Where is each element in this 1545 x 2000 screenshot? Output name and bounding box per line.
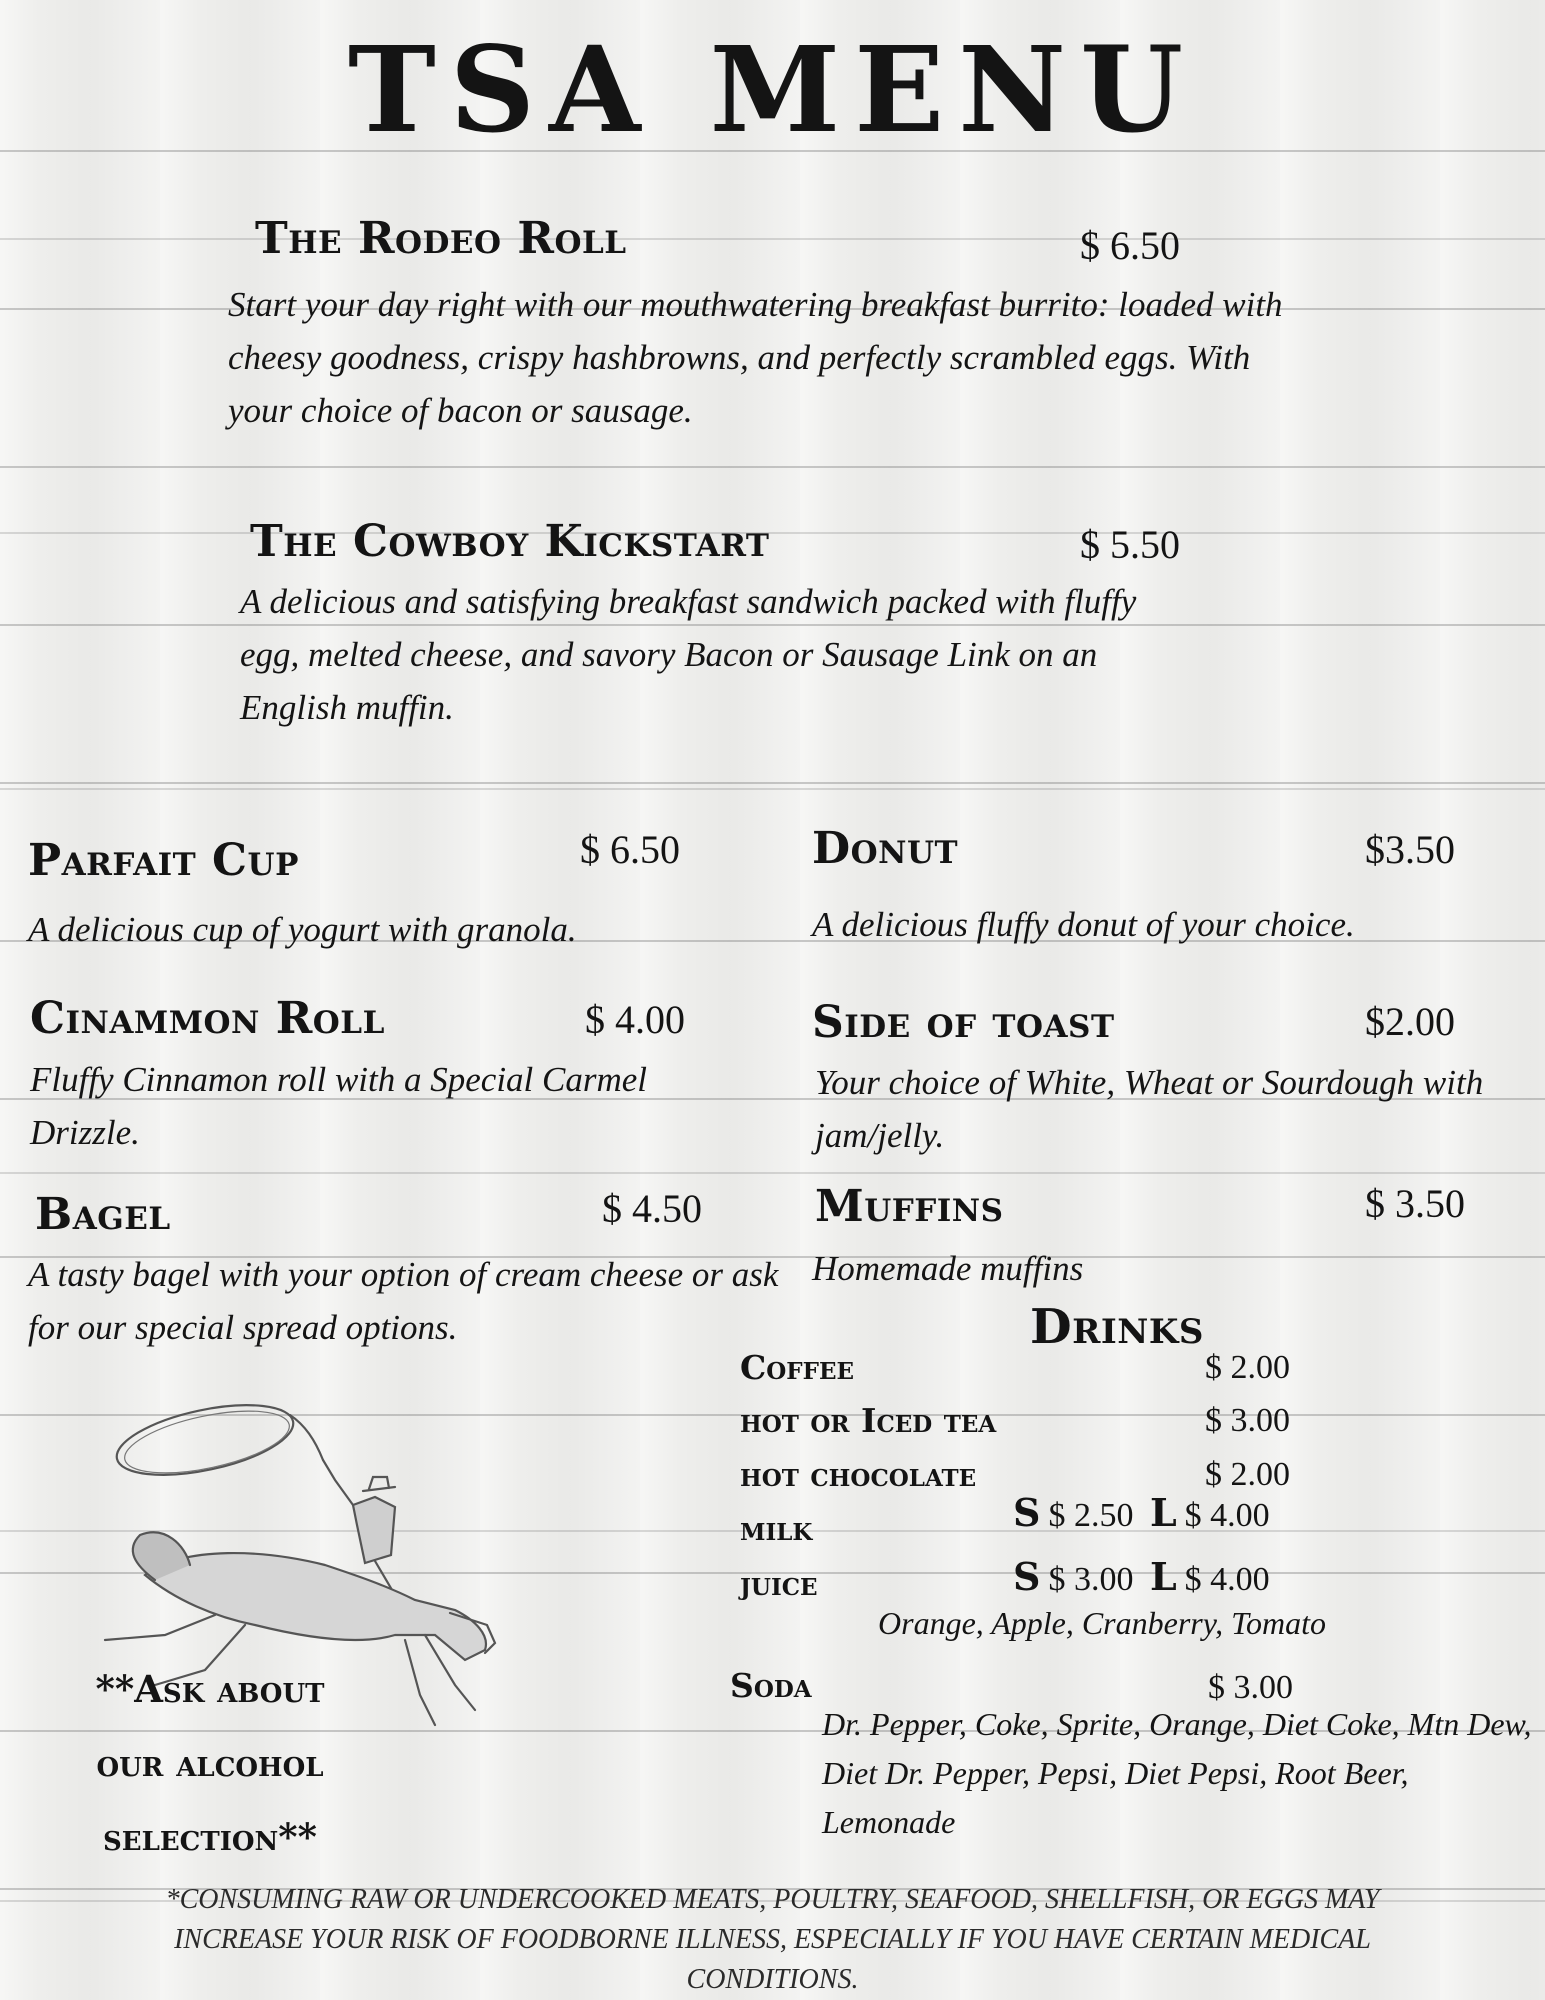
drink-sizes-milk bbox=[1005, 1492, 1270, 1537]
drink-name-coffee: Coffee bbox=[740, 1348, 855, 1387]
item-name-cinammon-roll: Cinammon Roll bbox=[30, 993, 385, 1044]
juice-flavors: Orange, Apple, Cranberry, Tomato bbox=[878, 1605, 1327, 1641]
drink-name-soda: Soda bbox=[730, 1666, 812, 1705]
food-safety-disclaimer: *CONSUMING RAW OR UNDERCOOKED MEATS, POULTRY, SEAFOOD, SHELLFISH, OR EGGS MAY INCREASE YOUR RISK OF FOODBORNE ILLNESS, ESPECIALLY IF YOU HAVE CERTAIN MEDICAL CONDITIONS. bbox=[165, 1884, 1380, 1995]
item-desc-muffins: Homemade muffins bbox=[812, 1249, 1084, 1288]
drink-price-coffee: $ 2.00 bbox=[1205, 1349, 1290, 1386]
alcohol-note-line-2: our alcohol bbox=[96, 1741, 324, 1785]
drink-price-hot-chocolate: $ 2.00 bbox=[1205, 1456, 1290, 1493]
item-price-cinammon-roll: $ 4.00 bbox=[585, 997, 685, 1042]
menu-title: TSA MENU bbox=[348, 20, 1197, 159]
item-name-side-of-toast: Side of toast bbox=[812, 997, 1115, 1048]
drink-price-tea: $ 3.00 bbox=[1205, 1402, 1290, 1439]
milk-large-price: $ 4.00 bbox=[1184, 1497, 1270, 1534]
item-name-bagel: Bagel bbox=[35, 1189, 171, 1240]
size-small-label: S bbox=[1013, 1490, 1041, 1535]
drinks-heading: Drinks bbox=[1030, 1299, 1204, 1355]
alcohol-note bbox=[75, 1652, 345, 1874]
alcohol-note-line-3: selection** bbox=[102, 1815, 317, 1859]
item-desc-side-of-toast: Your choice of White, Wheat or Sourdough with jam/jelly. bbox=[815, 1063, 1484, 1155]
item-desc-bagel: A tasty bagel with your option of cream cheese or ask for our special spread options. bbox=[28, 1255, 779, 1347]
item-name-donut: Donut bbox=[812, 823, 959, 874]
item-name-muffins: Muffins bbox=[815, 1181, 1004, 1232]
item-desc-rodeo-roll: Start your day right with our mouthwatering breakfast burrito: loaded with cheesy goodness, crispy hashbrowns, and perfectly scrambled eggs. With your choice of bacon or sausage. bbox=[228, 285, 1283, 430]
drink-name-juice: juice bbox=[740, 1564, 818, 1603]
drink-price-soda: $ 3.00 bbox=[1208, 1669, 1293, 1706]
item-price-muffins: $ 3.50 bbox=[1365, 1181, 1465, 1226]
juice-large-price: $ 4.00 bbox=[1184, 1561, 1270, 1598]
drink-sizes-juice bbox=[1005, 1556, 1270, 1601]
item-desc-donut: A delicious fluffy donut of your choice. bbox=[812, 905, 1355, 944]
drink-name-hot-chocolate: hot chocolate bbox=[740, 1455, 977, 1494]
item-price-rodeo-roll: $ 6.50 bbox=[1080, 223, 1180, 268]
size-small-label: S bbox=[1013, 1554, 1041, 1599]
item-desc-parfait-cup: A delicious cup of yogurt with granola. bbox=[28, 910, 577, 949]
drink-name-tea: hot or Iced tea bbox=[740, 1401, 997, 1440]
item-desc-cowboy-kickstart: A delicious and satisfying breakfast sandwich packed with fluffy egg, melted cheese, and savory Bacon or Sausage Link on an English muffin. bbox=[240, 582, 1137, 727]
item-desc-cinammon-roll: Fluffy Cinnamon roll with a Special Carmel Drizzle. bbox=[30, 1060, 648, 1152]
juice-small-price: $ 3.00 bbox=[1048, 1561, 1134, 1598]
item-name-cowboy-kickstart: The Cowboy Kickstart bbox=[250, 516, 770, 567]
item-name-rodeo-roll: The Rodeo Roll bbox=[255, 213, 627, 264]
item-price-side-of-toast: $2.00 bbox=[1365, 999, 1455, 1044]
drink-name-milk: milk bbox=[740, 1509, 813, 1548]
alcohol-note-line-1: **Ask about bbox=[95, 1667, 325, 1711]
item-name-parfait-cup: Parfait Cup bbox=[28, 835, 299, 886]
item-price-donut: $3.50 bbox=[1365, 827, 1455, 872]
milk-small-price: $ 2.50 bbox=[1048, 1497, 1134, 1534]
item-price-cowboy-kickstart: $ 5.50 bbox=[1080, 522, 1180, 567]
item-price-bagel: $ 4.50 bbox=[602, 1186, 702, 1231]
size-large-label: L bbox=[1149, 1554, 1177, 1599]
size-large-label: L bbox=[1149, 1490, 1177, 1535]
item-price-parfait-cup: $ 6.50 bbox=[580, 827, 680, 872]
soda-flavors: Dr. Pepper, Coke, Sprite, Orange, Diet Coke, Mtn Dew, Diet Dr. Pepper, Pepsi, Diet Pepsi, Root Beer, Lemonade bbox=[822, 1706, 1532, 1840]
